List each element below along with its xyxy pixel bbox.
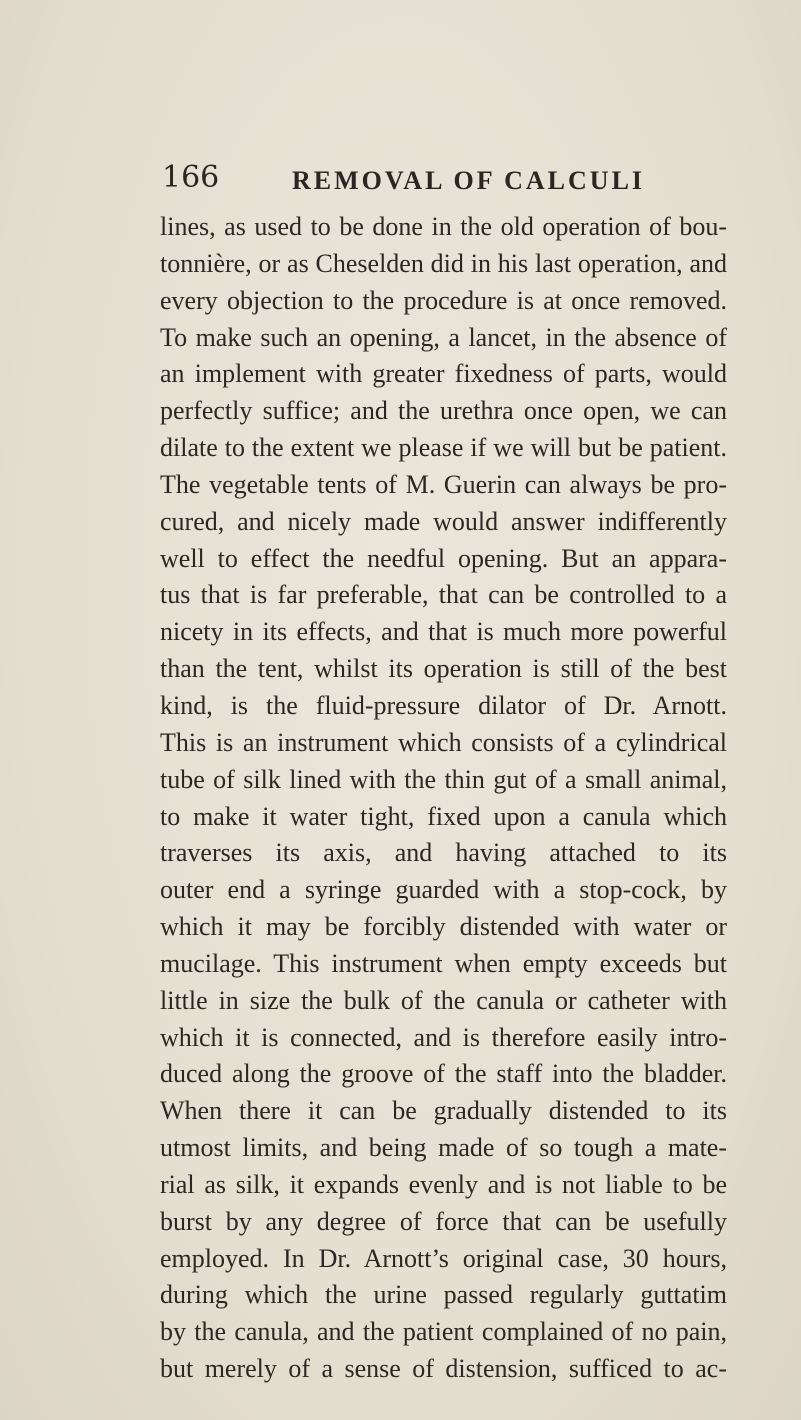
text-line: To make such an opening, a lancet, in the absence of bbox=[160, 322, 727, 352]
text-line: nicety in its effects, and that is much more powerful bbox=[160, 617, 727, 647]
text-line: by the canula, and the patient complained of no pain, bbox=[160, 1317, 727, 1347]
text-line: duced along the groove of the staff into the bladder. bbox=[160, 1059, 727, 1089]
text-line: mucilage. This instrument when empty exceeds but bbox=[160, 948, 727, 978]
text-line: every objection to the procedure is at once removed. bbox=[160, 285, 727, 315]
text-line: burst by any degree of force that can be usefully bbox=[160, 1206, 727, 1236]
text-line: outer end a syringe guarded with a stop-cock, by bbox=[160, 875, 727, 905]
text-line: When there it can be gradually distended to its bbox=[160, 1096, 727, 1126]
text-line: than the tent, whilst its operation is still of the best bbox=[160, 654, 727, 684]
text-line: perfectly suffice; and the urethra once open, we can bbox=[160, 396, 727, 426]
text-line: dilate to the extent we please if we will but be patient. bbox=[160, 433, 727, 463]
running-head: REMOVAL OF CALCULI bbox=[292, 166, 646, 195]
text-line: cured, and nicely made would answer indifferently bbox=[160, 506, 727, 536]
body-text bbox=[160, 209, 727, 1388]
text-line: The vegetable tents of M. Guerin can always be pro- bbox=[160, 469, 727, 499]
text-line: employed. In Dr. Arnott’s original case, 30 hours, bbox=[160, 1243, 727, 1273]
text-line: utmost limits, and being made of so tough a mate- bbox=[160, 1133, 727, 1163]
text-line: well to effect the needful opening. But an appara- bbox=[160, 543, 727, 573]
text-line: during which the urine passed regularly guttatim bbox=[160, 1280, 727, 1310]
text-line: tus that is far preferable, that can be controlled to a bbox=[160, 580, 727, 610]
page-number: 166 bbox=[162, 160, 220, 195]
text-line: but merely of a sense of distension, sufficed to ac- bbox=[160, 1354, 727, 1384]
text-line: which it is connected, and is therefore easily intro- bbox=[160, 1022, 727, 1052]
text-line: tonnière, or as Cheselden did in his last operation, and bbox=[160, 248, 727, 278]
text-line: kind, is the fluid-pressure dilator of Dr. Arnott. bbox=[160, 690, 727, 720]
text-line: lines, as used to be done in the old operation of bou- bbox=[160, 212, 727, 241]
text-line: tube of silk lined with the thin gut of a small animal, bbox=[160, 764, 727, 794]
text-line: an implement with greater fixedness of parts, would bbox=[160, 359, 727, 389]
text-line: to make it water tight, fixed upon a canula which bbox=[160, 801, 727, 831]
text-line: rial as silk, it expands evenly and is not liable to be bbox=[160, 1169, 727, 1199]
page-header bbox=[162, 158, 722, 198]
text-line: little in size the bulk of the canula or catheter with bbox=[160, 985, 727, 1015]
text-line: This is an instrument which consists of a cylindrical bbox=[160, 727, 727, 757]
text-line: which it may be forcibly distended with water or bbox=[160, 912, 727, 942]
text-line: traverses its axis, and having attached to its bbox=[160, 838, 727, 868]
